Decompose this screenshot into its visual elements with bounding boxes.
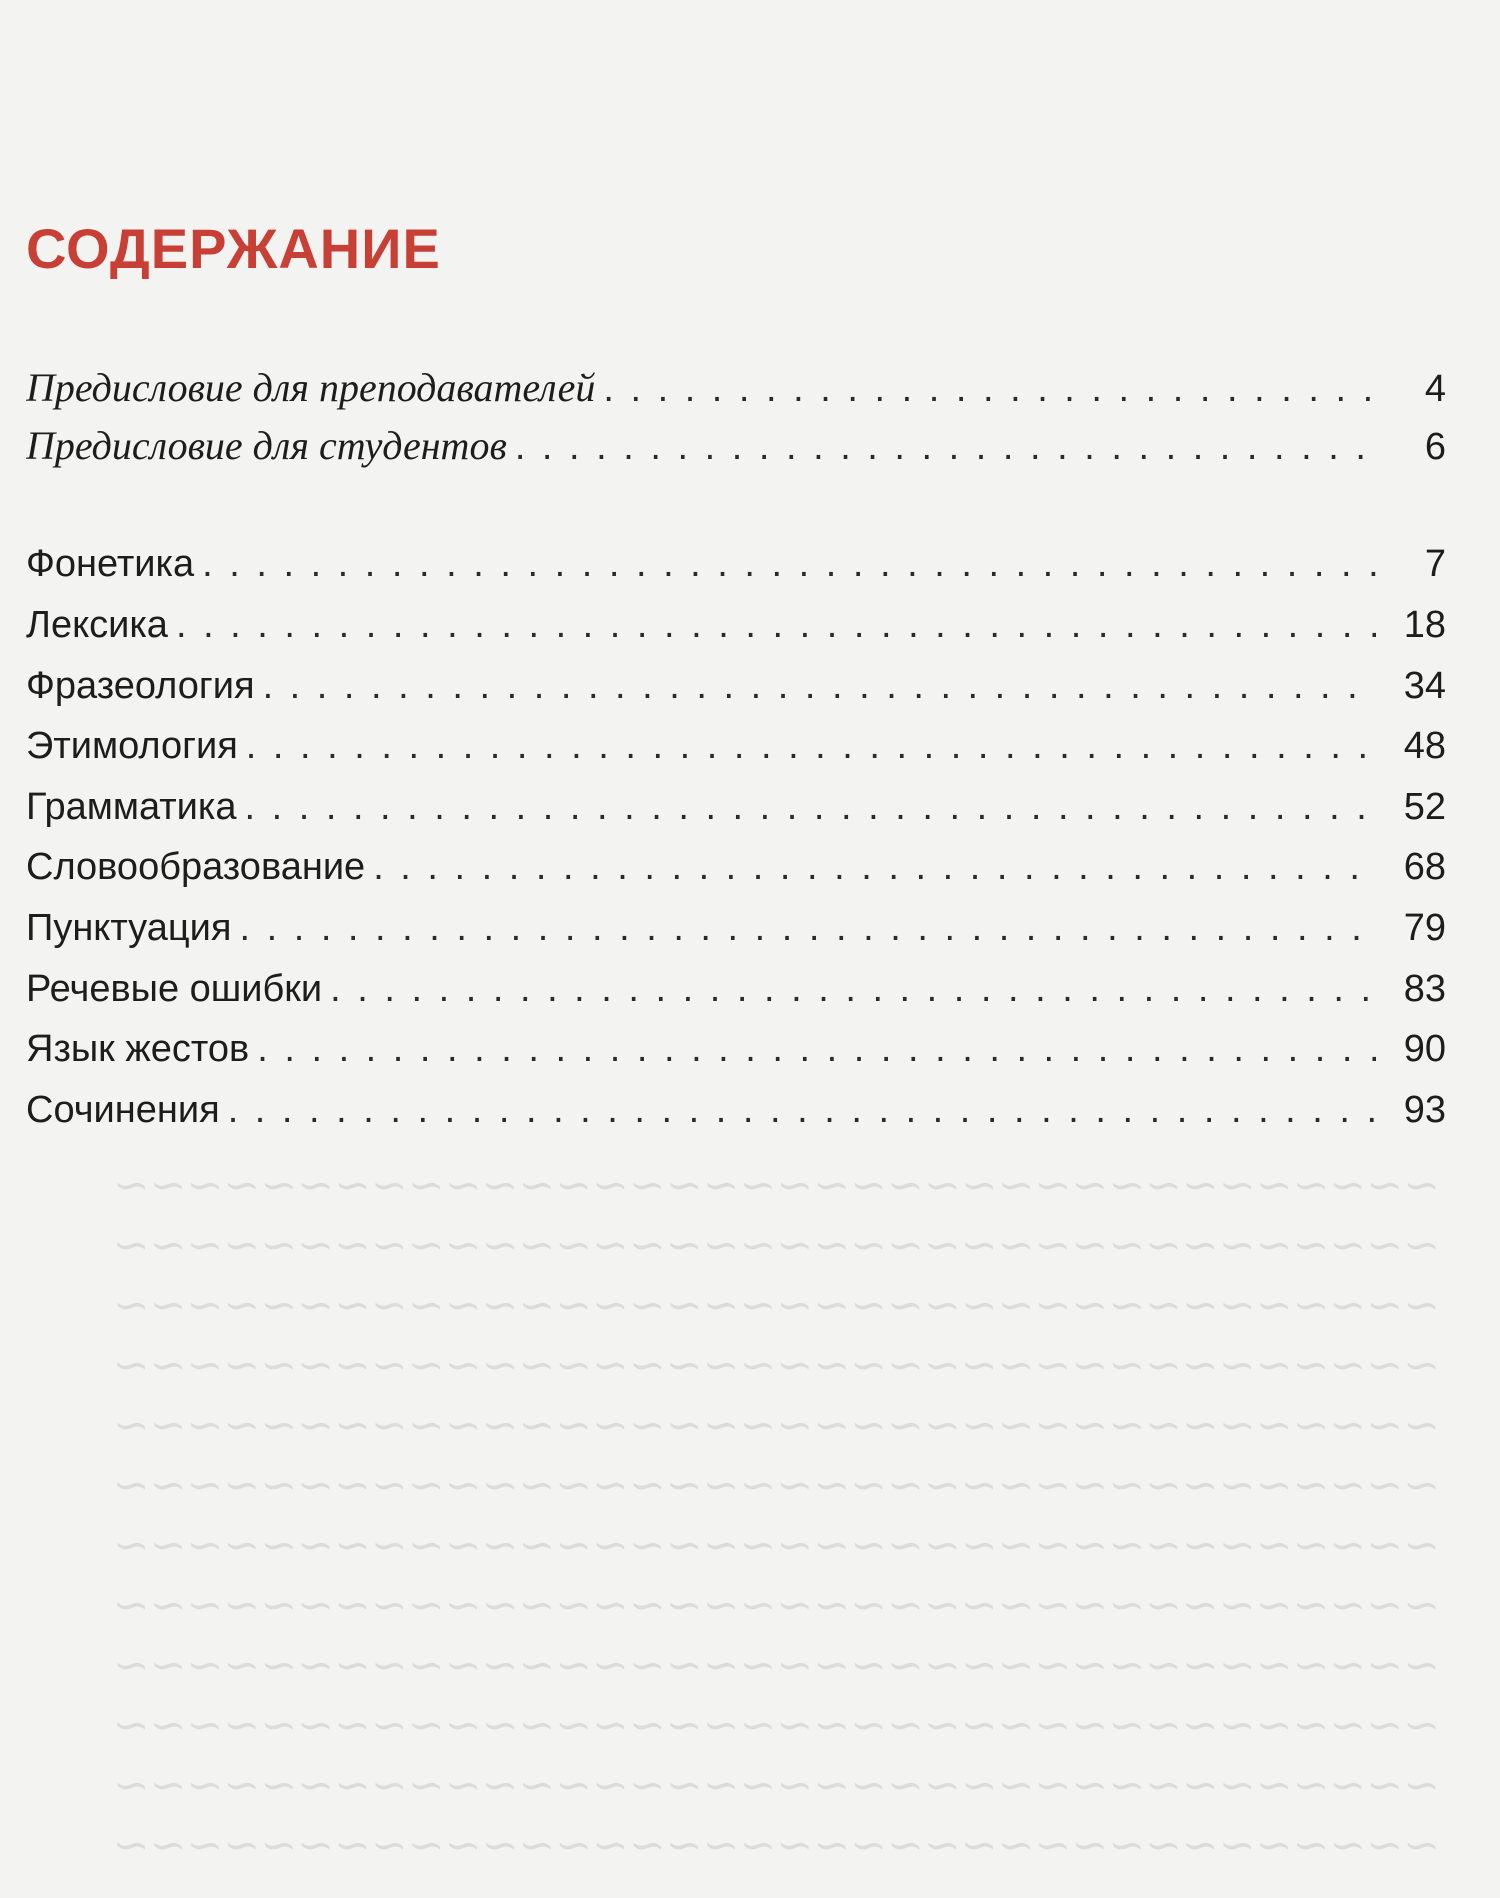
dot-leader: [228, 1082, 1376, 1138]
toc-entry-label: Лексика: [26, 604, 168, 646]
toc-entry: [26, 900, 1446, 956]
toc-entry-page: 34: [1403, 665, 1446, 707]
toc-entry-page: 52: [1403, 786, 1446, 828]
dot-leader: [263, 658, 1376, 714]
toc-entry-label: Предисловие для преподавателей: [26, 365, 596, 410]
bleed-through-line: ~~~~~~~~~~~~~~~~~~~~~~~~~~~~~~~~~~~~: [112, 1220, 1440, 1271]
toc-entry: [26, 961, 1446, 1017]
dot-leader: [202, 536, 1376, 592]
toc-entry: [26, 839, 1446, 895]
toc-entry: [26, 1082, 1446, 1138]
toc-entry-page: 48: [1403, 725, 1446, 767]
toc-entry-page: 18: [1403, 604, 1446, 646]
bleed-through-line: ~~~~~~~~~~~~~~~~~~~~~~~~~~~~~~~~~~~~: [112, 1340, 1440, 1391]
dot-leader: [257, 1021, 1376, 1077]
toc-entry-label: Сочинения: [26, 1089, 220, 1131]
toc-entry-label: Фонетика: [26, 543, 195, 585]
bleed-through-line: ~~~~~~~~~~~~~~~~~~~~~~~~~~~~~~~~~~~~: [112, 1820, 1440, 1871]
toc-entry-page: 6: [1424, 426, 1446, 468]
toc-entry-page: 7: [1424, 543, 1446, 585]
toc-entry-label: Пунктуация: [26, 907, 232, 949]
page-title: СОДЕРЖАНИЕ: [26, 217, 441, 280]
dot-leader: [239, 900, 1376, 956]
dot-leader: [603, 361, 1376, 416]
toc-entry: [26, 360, 1446, 416]
toc-entry-label: Предисловие для студентов: [26, 423, 507, 468]
bleed-through-line: ~~~~~~~~~~~~~~~~~~~~~~~~~~~~~~~~~~~~: [112, 1760, 1440, 1811]
toc-entry-page: 79: [1403, 907, 1446, 949]
toc-entry-label: Фразеология: [26, 665, 255, 707]
dot-leader: [330, 961, 1376, 1017]
toc-entry-label: Грамматика: [26, 786, 237, 828]
toc-entry-label: Речевые ошибки: [26, 968, 323, 1010]
bleed-through-line: ~~~~~~~~~~~~~~~~~~~~~~~~~~~~~~~~~~~~: [112, 1580, 1440, 1631]
dot-leader: [244, 779, 1376, 835]
toc-entry: [26, 1021, 1446, 1077]
bleed-through-line: ~~~~~~~~~~~~~~~~~~~~~~~~~~~~~~~~~~~~: [112, 1280, 1440, 1331]
toc-entry-label: Словообразование: [26, 846, 366, 888]
toc-entry-label: Язык жестов: [26, 1028, 250, 1070]
dot-leader: [176, 597, 1376, 653]
bleed-through-line: ~~~~~~~~~~~~~~~~~~~~~~~~~~~~~~~~~~~~: [112, 1700, 1440, 1751]
toc-entry: [26, 779, 1446, 835]
toc-entry: [26, 718, 1446, 774]
bleed-through-line: ~~~~~~~~~~~~~~~~~~~~~~~~~~~~~~~~~~~~: [112, 1460, 1440, 1511]
toc-entry: [26, 597, 1446, 653]
bleed-through-line: ~~~~~~~~~~~~~~~~~~~~~~~~~~~~~~~~~~~~: [112, 1520, 1440, 1571]
toc-entry: [26, 658, 1446, 714]
toc-entry-label: Этимология: [26, 725, 238, 767]
bleed-through-line: ~~~~~~~~~~~~~~~~~~~~~~~~~~~~~~~~~~~~: [112, 1640, 1440, 1691]
toc-entry-page: 4: [1424, 368, 1446, 410]
bleed-through-line: ~~~~~~~~~~~~~~~~~~~~~~~~~~~~~~~~~~~~: [112, 1160, 1440, 1211]
toc-entry-page: 83: [1403, 968, 1446, 1010]
bleed-through-line: ~~~~~~~~~~~~~~~~~~~~~~~~~~~~~~~~~~~~: [112, 1400, 1440, 1451]
dot-leader: [373, 839, 1376, 895]
toc-entry: [26, 536, 1446, 592]
toc-entry-page: 90: [1403, 1028, 1446, 1070]
toc-entry-page: 68: [1403, 846, 1446, 888]
toc-entry-page: 93: [1403, 1089, 1446, 1131]
dot-leader: [246, 718, 1376, 774]
toc-entry: [26, 418, 1446, 474]
dot-leader: [515, 419, 1376, 474]
